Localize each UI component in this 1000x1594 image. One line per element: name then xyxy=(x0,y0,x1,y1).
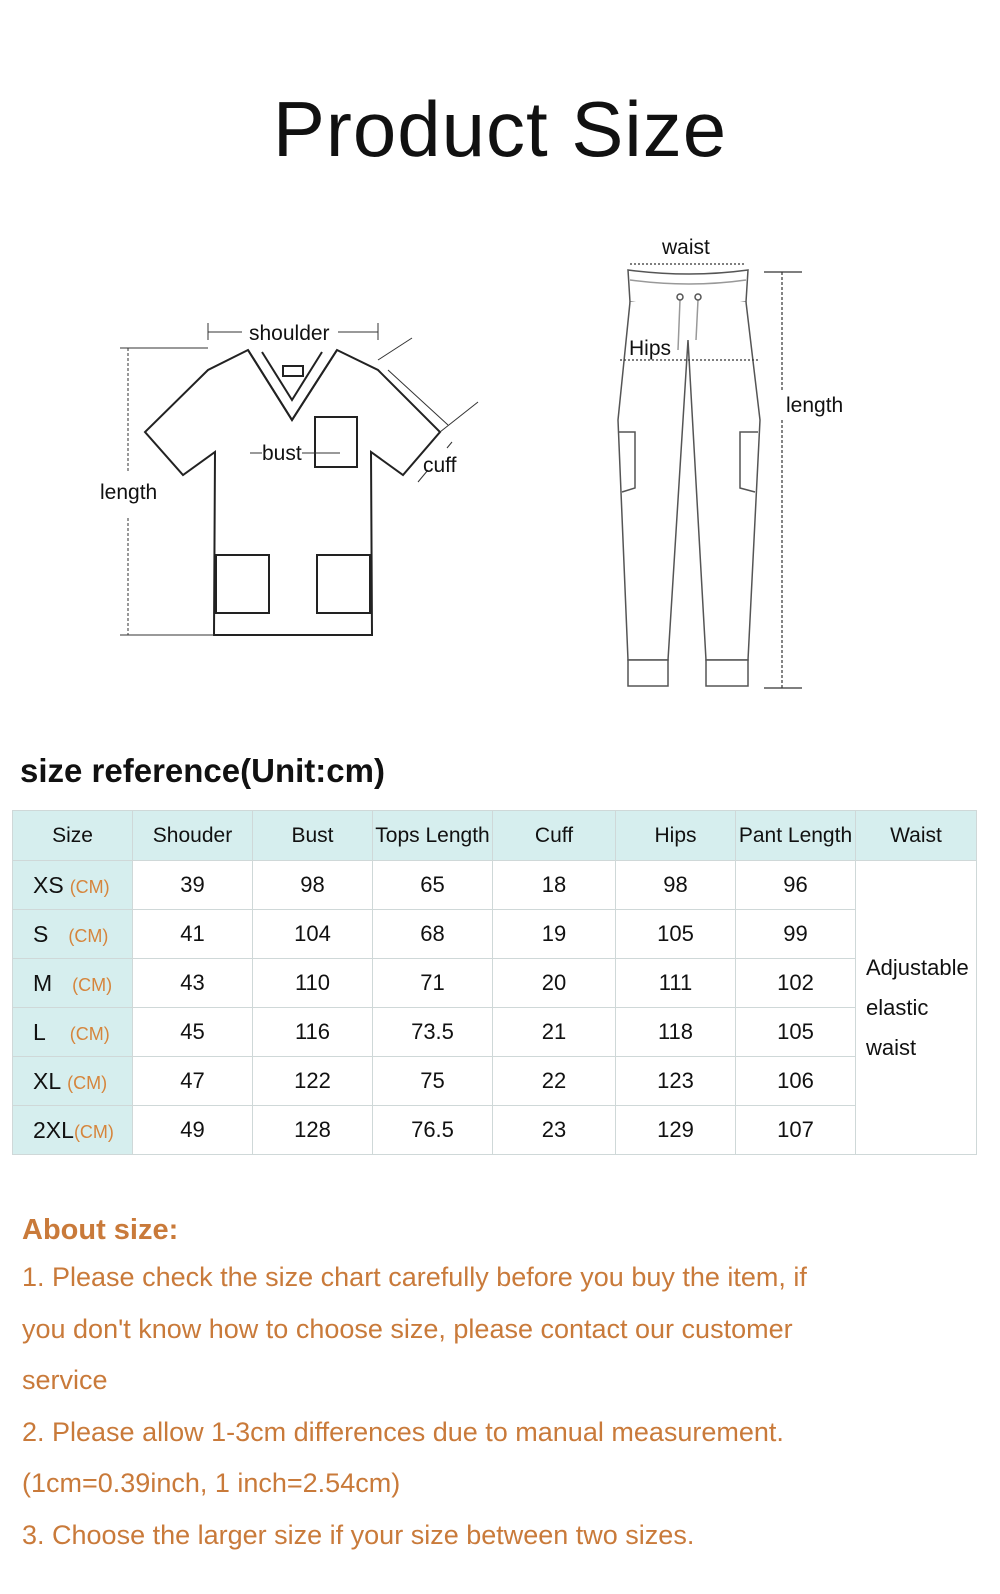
bust-value: 98 xyxy=(253,861,373,910)
header-size: Size xyxy=(13,811,133,861)
about-line: 2. Please allow 1-3cm differences due to manual measurement. xyxy=(22,1416,784,1447)
size-name: M xyxy=(33,969,53,996)
hips-label: Hips xyxy=(629,337,672,360)
about-line: you don't know how to choose size, please contact our customer xyxy=(22,1313,793,1344)
table-row xyxy=(13,1106,977,1155)
size-cell xyxy=(13,910,133,959)
table-row xyxy=(13,959,977,1008)
size-reference-heading: size reference(Unit:cm) xyxy=(20,752,385,789)
unit-label: (CM) xyxy=(73,1121,114,1142)
about-size-section xyxy=(22,1208,922,1561)
hips-value: 111 xyxy=(616,959,736,1008)
pant-length-value: 105 xyxy=(736,1008,856,1057)
header-hips: Hips xyxy=(616,811,736,861)
shoulder-value: 39 xyxy=(133,861,253,910)
bust-value: 128 xyxy=(253,1106,373,1155)
top-length-label: length xyxy=(100,481,158,504)
pant-length-value: 96 xyxy=(736,861,856,910)
scrub-top-drawing xyxy=(145,350,440,635)
header-waist: Waist xyxy=(856,811,977,861)
table-row xyxy=(13,1008,977,1057)
table-header-row xyxy=(13,811,977,861)
size-cell xyxy=(13,861,133,910)
table-row xyxy=(13,910,977,959)
shoulder-value: 47 xyxy=(133,1057,253,1106)
bust-label: bust xyxy=(262,442,302,465)
bust-value: 122 xyxy=(253,1057,373,1106)
pant-length-value: 107 xyxy=(736,1106,856,1155)
bust-value: 116 xyxy=(253,1008,373,1057)
hips-value: 98 xyxy=(616,861,736,910)
size-cell xyxy=(13,959,133,1008)
waist-note-line: Adjustable xyxy=(866,954,969,980)
cuff-value: 20 xyxy=(493,959,616,1008)
bust-value: 104 xyxy=(253,910,373,959)
cuff-label: cuff xyxy=(423,454,457,477)
cuff-value: 19 xyxy=(493,910,616,959)
hips-value: 123 xyxy=(616,1057,736,1106)
about-line: (1cm=0.39inch, 1 inch=2.54cm) xyxy=(22,1468,401,1498)
shoulder-value: 41 xyxy=(133,910,253,959)
hips-value: 118 xyxy=(616,1008,736,1057)
header-pant-length: Pant Length xyxy=(736,811,856,861)
unit-label: (CM) xyxy=(67,1072,108,1093)
shoulder-label: shoulder xyxy=(249,322,330,345)
waist-label: waist xyxy=(662,236,710,259)
tops-length-value: 71 xyxy=(373,959,493,1008)
cuff-value: 18 xyxy=(493,861,616,910)
shoulder-value: 43 xyxy=(133,959,253,1008)
pant-length-value: 99 xyxy=(736,910,856,959)
about-line: service xyxy=(22,1365,108,1395)
cuff-value: 22 xyxy=(493,1057,616,1106)
header-cuff: Cuff xyxy=(493,811,616,861)
bust-value: 110 xyxy=(253,959,373,1008)
size-table xyxy=(12,810,977,1155)
tops-length-value: 65 xyxy=(373,861,493,910)
garment-illustration xyxy=(0,220,1000,720)
tops-length-value: 68 xyxy=(373,910,493,959)
header-tops-length: Tops Length xyxy=(373,811,493,861)
size-cell xyxy=(13,1008,133,1057)
header-shoulder: Shouder xyxy=(133,811,253,861)
cuff-value: 21 xyxy=(493,1008,616,1057)
size-cell xyxy=(13,1106,133,1155)
waist-note xyxy=(856,861,977,1155)
shoulder-value: 45 xyxy=(133,1008,253,1057)
about-line: 3. Choose the larger size if your size between two sizes. xyxy=(22,1519,695,1550)
pants-drawing xyxy=(618,270,760,686)
unit-label: (CM) xyxy=(72,974,113,995)
header-bust: Bust xyxy=(253,811,373,861)
waist-note-line: elastic xyxy=(866,994,929,1020)
hips-value: 105 xyxy=(616,910,736,959)
about-size-title: About size: xyxy=(22,1214,179,1246)
size-name: XL xyxy=(33,1067,62,1094)
size-name: S xyxy=(33,920,49,947)
size-cell xyxy=(13,1057,133,1106)
tops-length-value: 76.5 xyxy=(373,1106,493,1155)
pant-length-value: 106 xyxy=(736,1057,856,1106)
table-row xyxy=(13,861,977,910)
hips-value: 129 xyxy=(616,1106,736,1155)
table-row xyxy=(13,1057,977,1106)
shoulder-value: 49 xyxy=(133,1106,253,1155)
pant-length-value: 102 xyxy=(736,959,856,1008)
unit-label: (CM) xyxy=(69,1023,110,1044)
page-title: Product Size xyxy=(272,85,728,173)
waist-note-line: waist xyxy=(866,1034,917,1060)
unit-label: (CM) xyxy=(69,876,110,897)
size-name: XS xyxy=(33,871,64,898)
unit-label: (CM) xyxy=(68,925,109,946)
size-name: 2XL xyxy=(33,1116,74,1143)
size-name: L xyxy=(33,1018,46,1045)
about-line: 1. Please check the size chart carefully before you buy the item, if xyxy=(22,1262,807,1292)
garment-diagrams xyxy=(0,220,1000,720)
cuff-value: 23 xyxy=(493,1106,616,1155)
tops-length-value: 73.5 xyxy=(373,1008,493,1057)
tops-length-value: 75 xyxy=(373,1057,493,1106)
pant-length-label: length xyxy=(786,394,844,417)
